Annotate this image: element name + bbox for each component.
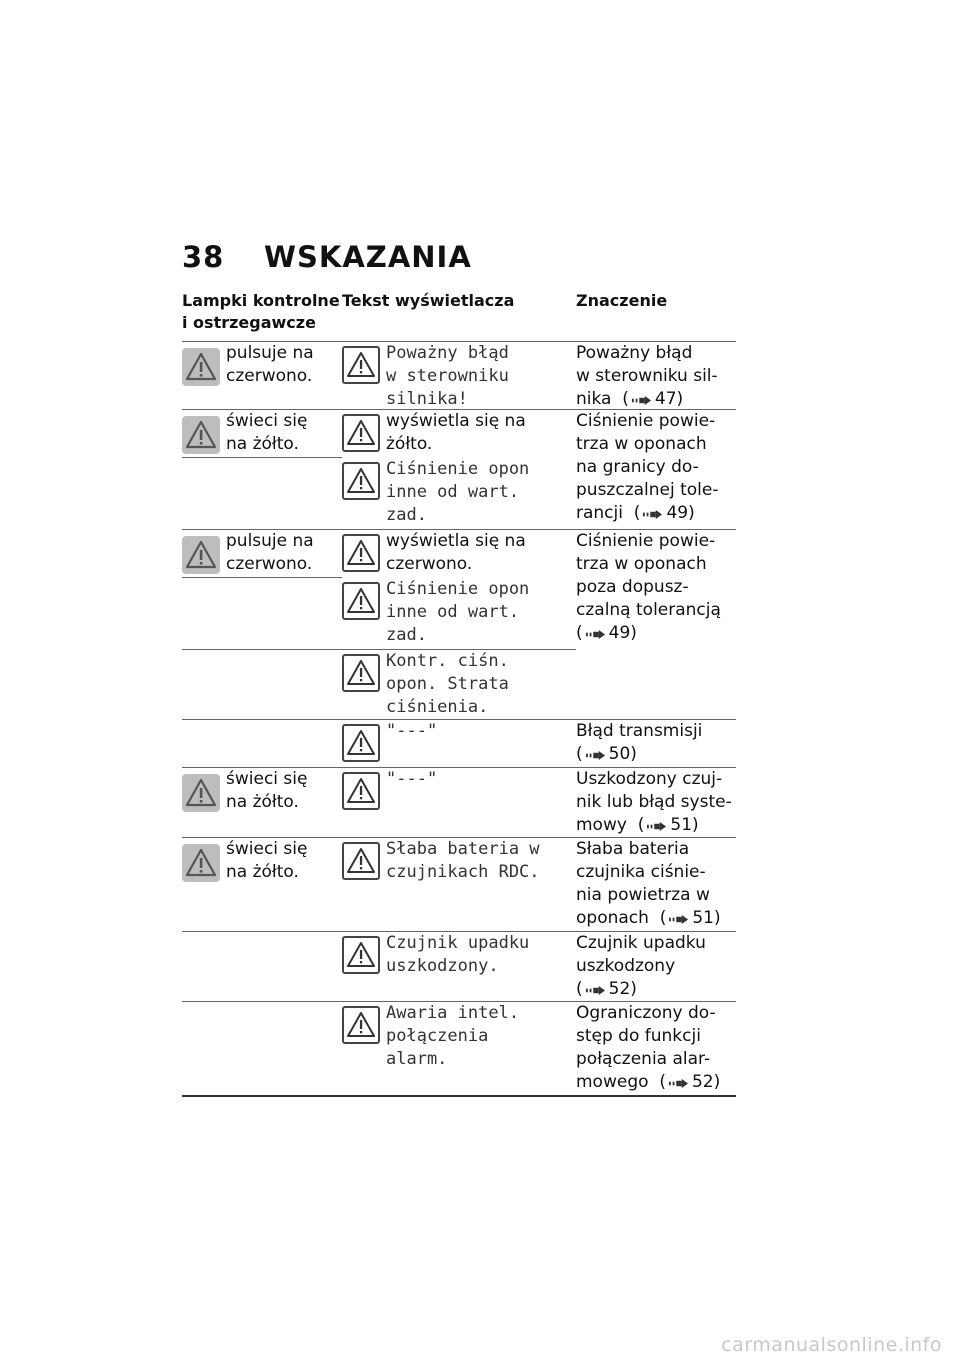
display-text bbox=[386, 458, 529, 527]
reference-prefix: mowego bbox=[576, 1072, 649, 1092]
display-line: ciśnienia. bbox=[386, 697, 489, 717]
reference-prefix: ( bbox=[576, 623, 583, 643]
meaning-line: nik lub błąd syste- bbox=[576, 792, 732, 812]
reference-open-paren: ( bbox=[648, 1072, 666, 1092]
arrow-right-icon bbox=[586, 748, 606, 763]
reference-open-paren: ( bbox=[622, 503, 641, 523]
display-line: żółto. bbox=[386, 434, 433, 454]
warning-triangle-icon bbox=[182, 416, 220, 454]
meaning-line: Błąd transmisji bbox=[576, 721, 703, 741]
reference-page-number: 51) bbox=[692, 908, 721, 928]
reference-prefix: mowy bbox=[576, 815, 627, 835]
display-line: Ciśnienie opon bbox=[386, 579, 530, 599]
indicator-description bbox=[226, 342, 314, 388]
meaning-text bbox=[576, 720, 702, 767]
page-reference[interactable] bbox=[576, 1071, 720, 1095]
meaning-line: nia powietrza w bbox=[576, 885, 710, 905]
display-line: połączenia bbox=[386, 1026, 489, 1046]
indicator-line: świeci się bbox=[226, 839, 308, 859]
meaning-line: Ograniczony do- bbox=[576, 1003, 716, 1023]
display-line: zad. bbox=[386, 505, 427, 525]
meaning-line: w sterowniku sil- bbox=[576, 366, 718, 386]
page-reference[interactable] bbox=[576, 978, 706, 1002]
reference-page-number: 52) bbox=[691, 1072, 721, 1092]
display-line: Czujnik upadku bbox=[386, 933, 530, 953]
meaning-line: stęp do funkcji bbox=[576, 1026, 701, 1046]
meaning-text bbox=[576, 768, 732, 838]
row-divider bbox=[182, 577, 342, 578]
display-line: Poważny błąd bbox=[386, 343, 509, 363]
arrow-right-icon bbox=[669, 1076, 689, 1091]
page-reference[interactable] bbox=[576, 502, 719, 526]
display-text bbox=[386, 650, 509, 719]
reference-open-paren: ( bbox=[648, 908, 667, 928]
warning-triangle-outline-icon bbox=[342, 582, 380, 620]
display-line: w sterowniku bbox=[386, 366, 509, 386]
meaning-line: Uszkodzony czuj- bbox=[576, 769, 723, 789]
display-text bbox=[386, 410, 526, 456]
display-line: inne od wart. bbox=[386, 602, 520, 622]
meaning-line: Słaba bateria bbox=[576, 839, 690, 859]
warning-triangle-outline-icon bbox=[342, 772, 380, 810]
reference-prefix: nika bbox=[576, 389, 612, 409]
indicator-line: na żółto. bbox=[226, 434, 299, 454]
table-bottom-rule bbox=[182, 1095, 736, 1097]
meaning-text bbox=[576, 530, 721, 646]
indicator-line: czerwono. bbox=[226, 366, 313, 386]
warning-triangle-outline-icon bbox=[342, 842, 380, 880]
warning-triangle-outline-icon bbox=[342, 1006, 380, 1044]
display-line: "---" bbox=[386, 721, 438, 741]
warning-triangle-outline-icon bbox=[342, 654, 380, 692]
reference-page-number: 49) bbox=[608, 623, 637, 643]
indicator-line: pulsuje na bbox=[226, 343, 314, 363]
display-text bbox=[386, 578, 529, 647]
indicator-line: świeci się bbox=[226, 411, 308, 431]
column-header-meaning: Znaczenie bbox=[576, 291, 668, 310]
meaning-text bbox=[576, 1002, 720, 1095]
page-reference[interactable] bbox=[576, 907, 721, 931]
indicator-line: pulsuje na bbox=[226, 531, 314, 551]
chapter-title: WSKAZANIA bbox=[264, 240, 472, 274]
column-header-indicators: Lampki kontrolne i ostrzegawcze bbox=[182, 291, 340, 332]
warning-triangle-outline-icon bbox=[342, 414, 380, 452]
watermark: carmanualsonline.info bbox=[721, 1334, 942, 1356]
indicator-line: świeci się bbox=[226, 769, 308, 789]
warning-triangle-outline-icon bbox=[342, 936, 380, 974]
page-reference[interactable] bbox=[576, 622, 721, 646]
warning-triangle-outline-icon bbox=[342, 534, 380, 572]
arrow-right-icon bbox=[643, 507, 663, 522]
display-text bbox=[386, 838, 540, 884]
display-line: Kontr. ciśn. bbox=[386, 651, 509, 671]
arrow-right-icon bbox=[586, 627, 606, 642]
row-divider bbox=[182, 457, 342, 458]
warning-triangle-icon bbox=[182, 774, 220, 812]
warning-triangle-icon bbox=[182, 348, 220, 386]
display-line: czujnikach RDC. bbox=[386, 862, 540, 882]
reference-page-number: 49) bbox=[666, 503, 695, 523]
display-line: wyświetla się na bbox=[386, 531, 526, 551]
page-reference[interactable] bbox=[576, 814, 732, 838]
reference-prefix: oponach bbox=[576, 908, 649, 928]
meaning-text bbox=[576, 410, 719, 526]
meaning-text bbox=[576, 342, 718, 412]
page-reference[interactable] bbox=[576, 743, 702, 767]
meaning-line: uszkodzony bbox=[576, 956, 676, 976]
meaning-line: czalną tolerancją bbox=[576, 600, 721, 620]
meaning-text bbox=[576, 932, 706, 1002]
display-line: uszkodzony. bbox=[386, 956, 499, 976]
display-line: alarm. bbox=[386, 1049, 448, 1069]
reference-page-number: 52) bbox=[608, 979, 637, 999]
display-line: opon. Strata bbox=[386, 674, 509, 694]
reference-page-number: 51) bbox=[670, 815, 699, 835]
meaning-line: poza dopusz- bbox=[576, 577, 689, 597]
warning-triangle-outline-icon bbox=[342, 346, 380, 384]
indicator-line: czerwono. bbox=[226, 554, 313, 574]
arrow-right-icon bbox=[647, 819, 667, 834]
display-line: zad. bbox=[386, 625, 427, 645]
display-line: inne od wart. bbox=[386, 482, 520, 502]
indicator-description bbox=[226, 838, 307, 884]
display-line: "---" bbox=[386, 769, 438, 789]
warning-triangle-icon bbox=[182, 536, 220, 574]
meaning-line: trza w oponach bbox=[576, 434, 707, 454]
reference-page-number: 47) bbox=[654, 389, 684, 409]
display-line: czerwono. bbox=[386, 554, 473, 574]
indicator-description bbox=[226, 768, 307, 814]
display-line: wyświetla się na bbox=[386, 411, 526, 431]
display-text bbox=[386, 342, 509, 411]
meaning-line: połączenia alar- bbox=[576, 1049, 711, 1069]
indicator-line: na żółto. bbox=[226, 862, 299, 882]
display-line: Ciśnienie opon bbox=[386, 459, 530, 479]
display-text bbox=[386, 720, 437, 743]
meaning-text bbox=[576, 838, 721, 931]
display-text bbox=[386, 530, 526, 576]
warning-triangle-outline-icon bbox=[342, 462, 380, 500]
meaning-line: Czujnik upadku bbox=[576, 933, 706, 953]
arrow-right-icon bbox=[632, 393, 652, 408]
display-line: silnika! bbox=[386, 389, 468, 409]
display-text bbox=[386, 1002, 519, 1071]
arrow-right-icon bbox=[669, 912, 689, 927]
display-line: Słaba bateria w bbox=[386, 839, 540, 859]
column-header-display-text: Tekst wyświetlacza bbox=[342, 291, 515, 310]
display-text bbox=[386, 768, 437, 791]
display-line: Awaria intel. bbox=[386, 1003, 520, 1023]
page-reference[interactable] bbox=[576, 388, 718, 412]
warning-triangle-outline-icon bbox=[342, 724, 380, 762]
meaning-line: czujnika ciśnie- bbox=[576, 862, 706, 882]
indicator-description bbox=[226, 530, 314, 576]
row-divider bbox=[182, 649, 576, 650]
page-number: 38 bbox=[182, 240, 225, 274]
meaning-line: na granicy do- bbox=[576, 457, 699, 477]
arrow-right-icon bbox=[586, 983, 606, 998]
reference-page-number: 50) bbox=[608, 744, 637, 764]
indicator-description bbox=[226, 410, 307, 456]
meaning-line: Ciśnienie powie- bbox=[576, 531, 716, 551]
reference-prefix: ( bbox=[576, 744, 583, 764]
reference-prefix: rancji bbox=[576, 503, 623, 523]
meaning-line: puszczalnej tole- bbox=[576, 480, 719, 500]
reference-open-paren: ( bbox=[611, 389, 629, 409]
meaning-line: Ciśnienie powie- bbox=[576, 411, 716, 431]
reference-prefix: ( bbox=[576, 979, 583, 999]
display-text bbox=[386, 932, 529, 978]
reference-open-paren: ( bbox=[626, 815, 645, 835]
warning-triangle-icon bbox=[182, 844, 220, 882]
meaning-line: trza w oponach bbox=[576, 554, 707, 574]
indicator-line: na żółto. bbox=[226, 792, 299, 812]
meaning-line: Poważny błąd bbox=[576, 343, 693, 363]
